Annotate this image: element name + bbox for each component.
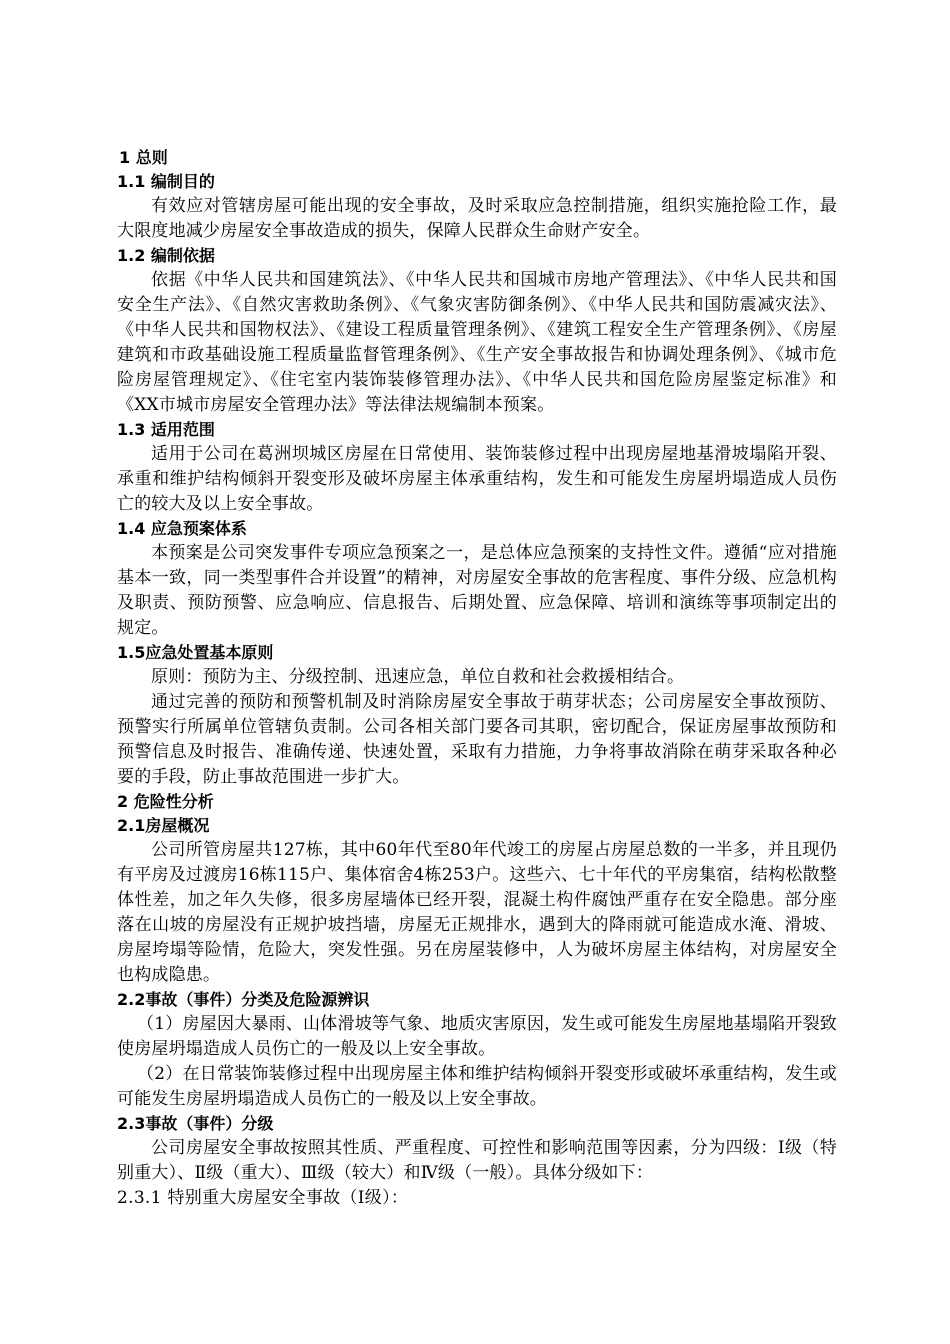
paragraph-scope: 适用于公司在葛洲坝城区房屋在日常使用、装饰装修过程中出现房屋地基滑坡塌陷开裂、承重和维护结构倾斜开裂变形及破坏房屋主体承重结构，发生和可能发生房屋坍塌造成人员伤亡的较大及以上安全事故。 <box>117 444 837 514</box>
paragraph-prevention: 通过完善的预防和预警机制及时消除房屋安全事故于萌芽状态；公司房屋安全事故预防、预警实行所属单位管辖负责制。公司各相关部门要各司其职，密切配合，保证房屋事故预防和预警信息及时报告、准确传递、快速处置，采取有力措施，力争将事故消除在萌芽采取各种必要的手段，防止事故范围进一步扩大。 <box>117 692 837 787</box>
section-heading-basis: 1.2 编制依据 <box>117 246 215 265</box>
section-heading-principles: 1.5应急处置基本原则 <box>117 643 274 662</box>
paragraph-classification-item-2: （2）在日常装饰装修过程中出现房屋主体和维护结构倾斜开裂变形或破坏承重结构，发生或可能发生房屋坍塌造成人员伤亡的一般及以上安全事故。 <box>117 1064 837 1109</box>
section-heading-classification: 2.2事故（事件）分类及危险源辨识 <box>117 990 370 1009</box>
section-heading-plan-system: 1.4 应急预案体系 <box>117 519 247 538</box>
subsection-level-1: 2.3.1 特别重大房屋安全事故（Ⅰ级）： <box>117 1188 409 1208</box>
section-heading-purpose: 1.1 编制目的 <box>117 172 215 191</box>
paragraph-classification-item-1: （1）房屋因大暴雨、山体滑坡等气象、地质灾害原因，发生或可能发生房屋地基塌陷开裂致使房屋坍塌造成人员伤亡的一般及以上安全事故。 <box>117 1014 837 1059</box>
section-heading-general: 1 总则 <box>119 148 168 167</box>
paragraph-plan-system: 本预案是公司突发事件专项应急预案之一，是总体应急预案的支持性文件。遵循“应对措施基本一致，同一类型事件合并设置”的精神，对房屋安全事故的危害程度、事件分级、应急机构及职责、预防预警、应急响应、信息报告、后期处置、应急保障、培训和演练等事项制定出的规定。 <box>117 543 837 638</box>
section-heading-housing-overview: 2.1房屋概况 <box>117 816 210 835</box>
document-body <box>117 146 837 1211</box>
paragraph-basis: 依据《中华人民共和国建筑法》、《中华人民共和国城市房地产管理法》、《中华人民共和国安全生产法》、《自然灾害救助条例》、《气象灾害防御条例》、《中华人民共和国防震减灾法》、《中华人民共和国物权法》、《建设工程质量管理条例》、《建筑工程安全生产管理条例》、《房屋建筑和市政基础设施工程质量监督管理条例》、《生产安全事故报告和协调处理条例》、《城市危险房屋管理规定》、《住宅室内装饰装修管理办法》、《中华人民共和国危险房屋鉴定标准》和《XX市城市房屋安全管理办法》等法律法规编制本预案。 <box>117 270 837 415</box>
section-heading-risk-analysis: 2 危险性分析 <box>117 792 214 811</box>
paragraph-purpose: 有效应对管辖房屋可能出现的安全事故，及时采取应急控制措施，组织实施抢险工作，最大限度地减少房屋安全事故造成的损失，保障人民群众生命财产安全。 <box>117 196 837 241</box>
paragraph-grading: 公司房屋安全事故按照其性质、严重程度、可控性和影响范围等因素，分为四级：Ⅰ级（特别重大）、Ⅱ级（重大）、Ⅲ级（较大）和Ⅳ级（一般）。具体分级如下： <box>117 1138 837 1183</box>
paragraph-principles: 原则：预防为主、分级控制、迅速应急，单位自救和社会救援相结合。 <box>151 667 685 687</box>
section-heading-grading: 2.3事故（事件）分级 <box>117 1114 274 1133</box>
paragraph-housing-overview: 公司所管房屋共127栋，其中60年代至80年代竣工的房屋占房屋总数的一半多，并且现仍有平房及过渡房16栋115户、集体宿舍4栋253户。这些六、七十年代的平房集宿，结构松散整体性差，加之年久失修，很多房屋墙体已经开裂，混凝土构件腐蚀严重存在安全隐患。部分座落在山坡的房屋没有正规护坡挡墙，房屋无正规排水，遇到大的降雨就可能造成水淹、滑坡、房屋垮塌等险情，危险大，突发性强。另在房屋装修中，人为破坏房屋主体结构，对房屋安全也构成隐患。 <box>117 840 837 985</box>
section-heading-scope: 1.3 适用范围 <box>117 420 215 439</box>
